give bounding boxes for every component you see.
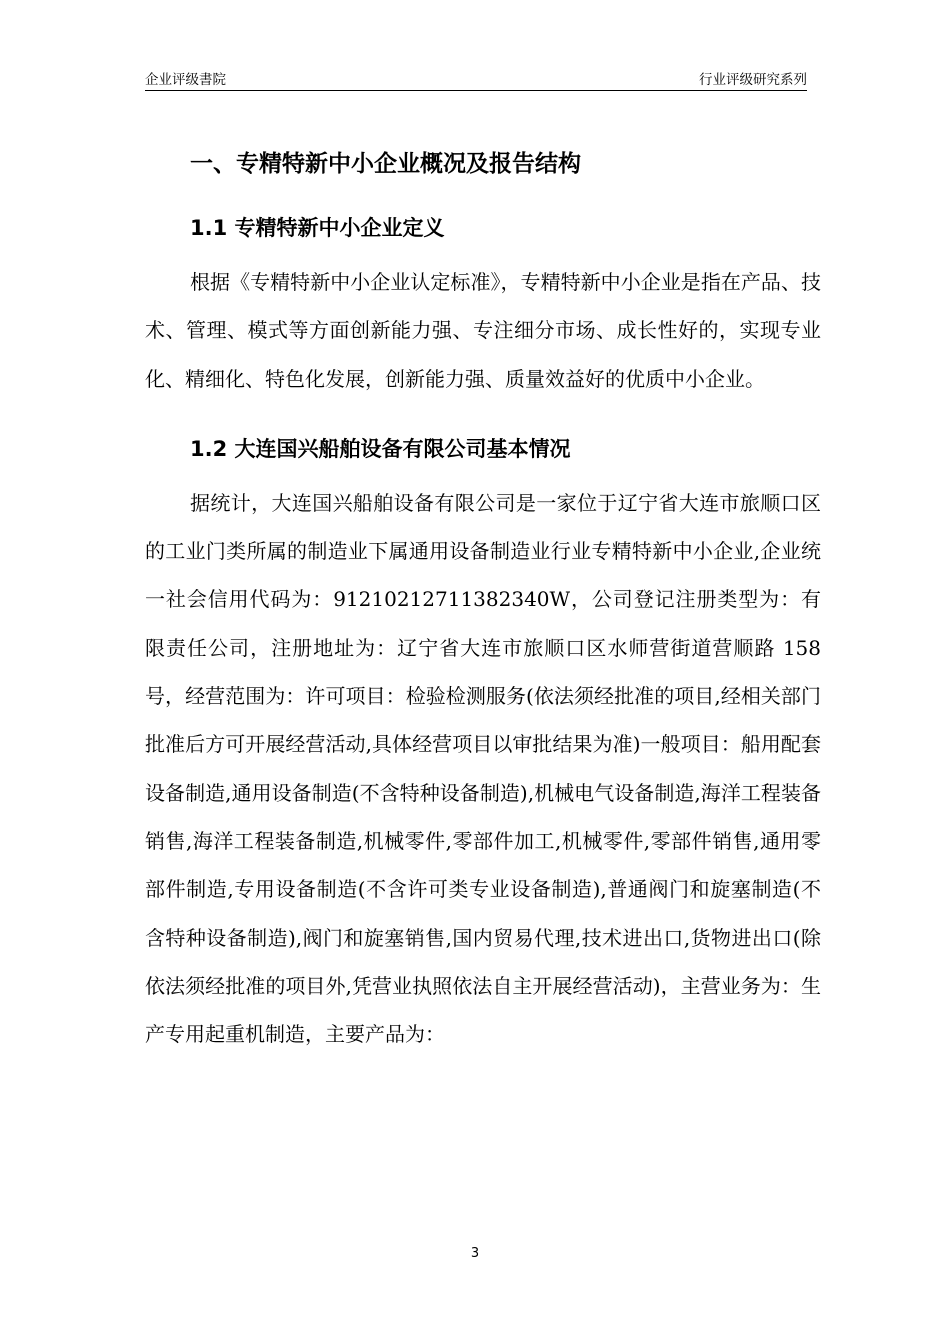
definition-paragraph: 根据《专精特新中小企业认定标准》，专精特新中小企业是指在产品、技术、管理、模式等方面创新能力强、专注细分市场、成长性好的，实现专业化、精细化、特色化发展，创新能力强、质量效益好的优质中小企业。 <box>145 270 821 391</box>
document-body <box>145 130 821 1058</box>
subsection-title-definition: 1.1 专精特新中小企业定义 <box>190 216 445 240</box>
subsection-title-company: 1.2 大连国兴船舶设备有限公司基本情况 <box>190 436 571 461</box>
company-paragraph: 据统计，大连国兴船舶设备有限公司是一家位于辽宁省大连市旅顺口区的工业门类所属的制造业下属通用设备制造业行业专精特新中小企业,企业统一社会信用代码为：91210212711382340W，公司登记注册类型为：有限责任公司，注册地址为：辽宁省大连市旅顺口区水师营街道营顺路 158 号，经营范围为：许可项目：检验检测服务(依法须经批准的项目,经相关部门批准后方可开展经营活动,具体经营项目以审批结果为准)一般项目：船用配套设备制造,通用设备制造(不含特种设备制造),机械电气设备制造,海洋工程装备销售,海洋工程装备制造,机械零件,零部件加工,机械零件,零部件销售,通用零部件制造,专用设备制造(不含许可类专业设备制造),普通阀门和旋塞制造(不含特种设备制造),阀门和旋塞销售,国内贸易代理,技术进出口,货物进出口(除依法须经批准的项目外,凭营业执照依法自主开展经营活动)，主营业务为：生产专用起重机制造，主要产品为： <box>145 490 821 1047</box>
page-number: 3 <box>470 1246 480 1261</box>
page-header <box>145 66 807 91</box>
header-left-text: 企业评级書院 <box>145 72 226 88</box>
section-title: 一、专精特新中小企业概况及报告结构 <box>190 151 581 177</box>
header-right-text: 行业评级研究系列 <box>699 72 807 88</box>
